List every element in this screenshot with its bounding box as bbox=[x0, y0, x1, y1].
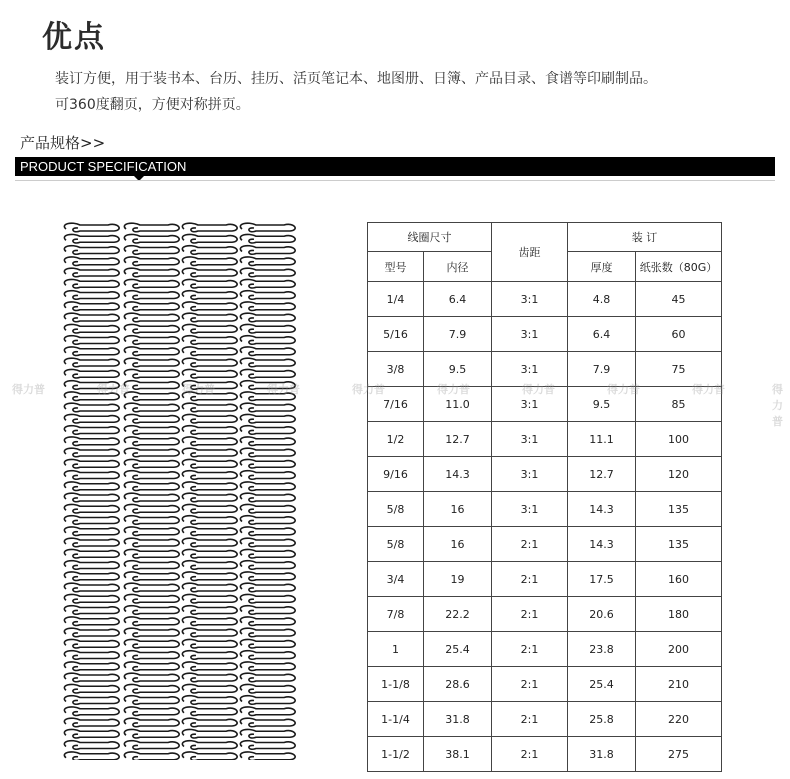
watermark-text: 得力普 bbox=[182, 383, 215, 396]
cell-sheets: 45 bbox=[636, 282, 722, 317]
table-row bbox=[368, 352, 722, 387]
cell-thickness: 20.6 bbox=[568, 597, 636, 632]
cell-sheets: 135 bbox=[636, 492, 722, 527]
table-row bbox=[368, 527, 722, 562]
watermark-text: 得力普 bbox=[267, 383, 300, 396]
cell-pitch: 2:1 bbox=[492, 562, 568, 597]
cell-model: 1-1/2 bbox=[368, 737, 424, 772]
header-pitch: 齿距 bbox=[492, 223, 568, 282]
cell-model: 5/8 bbox=[368, 527, 424, 562]
cell-sheets: 100 bbox=[636, 422, 722, 457]
page-title: 优点 bbox=[42, 20, 106, 55]
cell-inner: 14.3 bbox=[424, 457, 492, 492]
cell-inner: 38.1 bbox=[424, 737, 492, 772]
cell-sheets: 75 bbox=[636, 352, 722, 387]
watermark-text: 得力普 bbox=[352, 383, 385, 396]
cell-pitch: 2:1 bbox=[492, 527, 568, 562]
cell-pitch: 2:1 bbox=[492, 737, 568, 772]
cell-sheets: 120 bbox=[636, 457, 722, 492]
cell-inner: 11.0 bbox=[424, 387, 492, 422]
wire-coil-illustration-icon bbox=[60, 220, 300, 760]
header-binding: 装 订 bbox=[568, 223, 722, 252]
cell-pitch: 3:1 bbox=[492, 352, 568, 387]
cell-pitch: 3:1 bbox=[492, 422, 568, 457]
table-row bbox=[368, 667, 722, 702]
table-row bbox=[368, 562, 722, 597]
cell-thickness: 9.5 bbox=[568, 387, 636, 422]
cell-thickness: 12.7 bbox=[568, 457, 636, 492]
cell-inner: 22.2 bbox=[424, 597, 492, 632]
cell-sheets: 160 bbox=[636, 562, 722, 597]
table-row bbox=[368, 387, 722, 422]
cell-pitch: 2:1 bbox=[492, 632, 568, 667]
spec-heading-cn: 产品规格>> bbox=[20, 134, 106, 152]
cell-inner: 16 bbox=[424, 527, 492, 562]
cell-model: 5/8 bbox=[368, 492, 424, 527]
cell-pitch: 2:1 bbox=[492, 702, 568, 737]
cell-inner: 12.7 bbox=[424, 422, 492, 457]
description bbox=[55, 66, 775, 118]
watermark-text: 得力普 bbox=[772, 383, 783, 428]
cell-sheets: 85 bbox=[636, 387, 722, 422]
cell-thickness: 14.3 bbox=[568, 492, 636, 527]
header-coil-size: 线圈尺寸 bbox=[368, 223, 492, 252]
header-sheets: 纸张数（80G） bbox=[636, 252, 722, 282]
cell-inner: 28.6 bbox=[424, 667, 492, 702]
table-row bbox=[368, 737, 722, 772]
cell-inner: 19 bbox=[424, 562, 492, 597]
cell-sheets: 60 bbox=[636, 317, 722, 352]
spec-table bbox=[367, 222, 722, 772]
cell-pitch: 3:1 bbox=[492, 457, 568, 492]
watermark-text: 得力普 bbox=[607, 383, 640, 396]
cell-pitch: 2:1 bbox=[492, 597, 568, 632]
cell-inner: 25.4 bbox=[424, 632, 492, 667]
header-model: 型号 bbox=[368, 252, 424, 282]
cell-pitch: 3:1 bbox=[492, 282, 568, 317]
header-thickness: 厚度 bbox=[568, 252, 636, 282]
cell-pitch: 2:1 bbox=[492, 667, 568, 702]
watermark-text: 得力普 bbox=[437, 383, 470, 396]
spec-heading-en: PRODUCT SPECIFICATION bbox=[20, 159, 187, 174]
cell-thickness: 25.8 bbox=[568, 702, 636, 737]
cell-thickness: 11.1 bbox=[568, 422, 636, 457]
cell-model: 1 bbox=[368, 632, 424, 667]
cell-model: 7/8 bbox=[368, 597, 424, 632]
cell-sheets: 275 bbox=[636, 737, 722, 772]
cell-sheets: 210 bbox=[636, 667, 722, 702]
cell-thickness: 17.5 bbox=[568, 562, 636, 597]
table-row bbox=[368, 702, 722, 737]
cell-model: 5/16 bbox=[368, 317, 424, 352]
cell-model: 3/8 bbox=[368, 352, 424, 387]
spec-heading-rule bbox=[15, 180, 775, 181]
watermark-text: 得力普 bbox=[97, 383, 130, 396]
cell-thickness: 31.8 bbox=[568, 737, 636, 772]
cell-sheets: 135 bbox=[636, 527, 722, 562]
description-line-2: 可360度翻页，方便对称拼页。 bbox=[55, 97, 250, 113]
cell-sheets: 200 bbox=[636, 632, 722, 667]
table-row bbox=[368, 492, 722, 527]
cell-sheets: 180 bbox=[636, 597, 722, 632]
cell-model: 7/16 bbox=[368, 387, 424, 422]
cell-pitch: 3:1 bbox=[492, 492, 568, 527]
cell-model: 3/4 bbox=[368, 562, 424, 597]
cell-pitch: 3:1 bbox=[492, 387, 568, 422]
cell-model: 1/2 bbox=[368, 422, 424, 457]
watermark-text: 得力普 bbox=[12, 383, 45, 396]
cell-model: 1-1/4 bbox=[368, 702, 424, 737]
cell-model: 1-1/8 bbox=[368, 667, 424, 702]
cell-inner: 31.8 bbox=[424, 702, 492, 737]
cell-sheets: 220 bbox=[636, 702, 722, 737]
cell-thickness: 6.4 bbox=[568, 317, 636, 352]
table-row bbox=[368, 632, 722, 667]
table-row bbox=[368, 317, 722, 352]
cell-thickness: 23.8 bbox=[568, 632, 636, 667]
table-row bbox=[368, 597, 722, 632]
cell-inner: 9.5 bbox=[424, 352, 492, 387]
cell-model: 9/16 bbox=[368, 457, 424, 492]
cell-thickness: 4.8 bbox=[568, 282, 636, 317]
cell-inner: 7.9 bbox=[424, 317, 492, 352]
cell-thickness: 25.4 bbox=[568, 667, 636, 702]
header-inner-diameter: 内径 bbox=[424, 252, 492, 282]
description-line-1: 装订方便，用于装书本、台历、挂历、活页笔记本、地图册、日簿、产品目录、食谱等印刷制品。 bbox=[55, 71, 657, 87]
cell-thickness: 14.3 bbox=[568, 527, 636, 562]
watermark-text: 得力普 bbox=[692, 383, 725, 396]
table-row bbox=[368, 282, 722, 317]
cell-pitch: 3:1 bbox=[492, 317, 568, 352]
table-row bbox=[368, 422, 722, 457]
cell-inner: 6.4 bbox=[424, 282, 492, 317]
cell-inner: 16 bbox=[424, 492, 492, 527]
cell-thickness: 7.9 bbox=[568, 352, 636, 387]
watermark-text: 得力普 bbox=[522, 383, 555, 396]
cell-model: 1/4 bbox=[368, 282, 424, 317]
table-row bbox=[368, 457, 722, 492]
